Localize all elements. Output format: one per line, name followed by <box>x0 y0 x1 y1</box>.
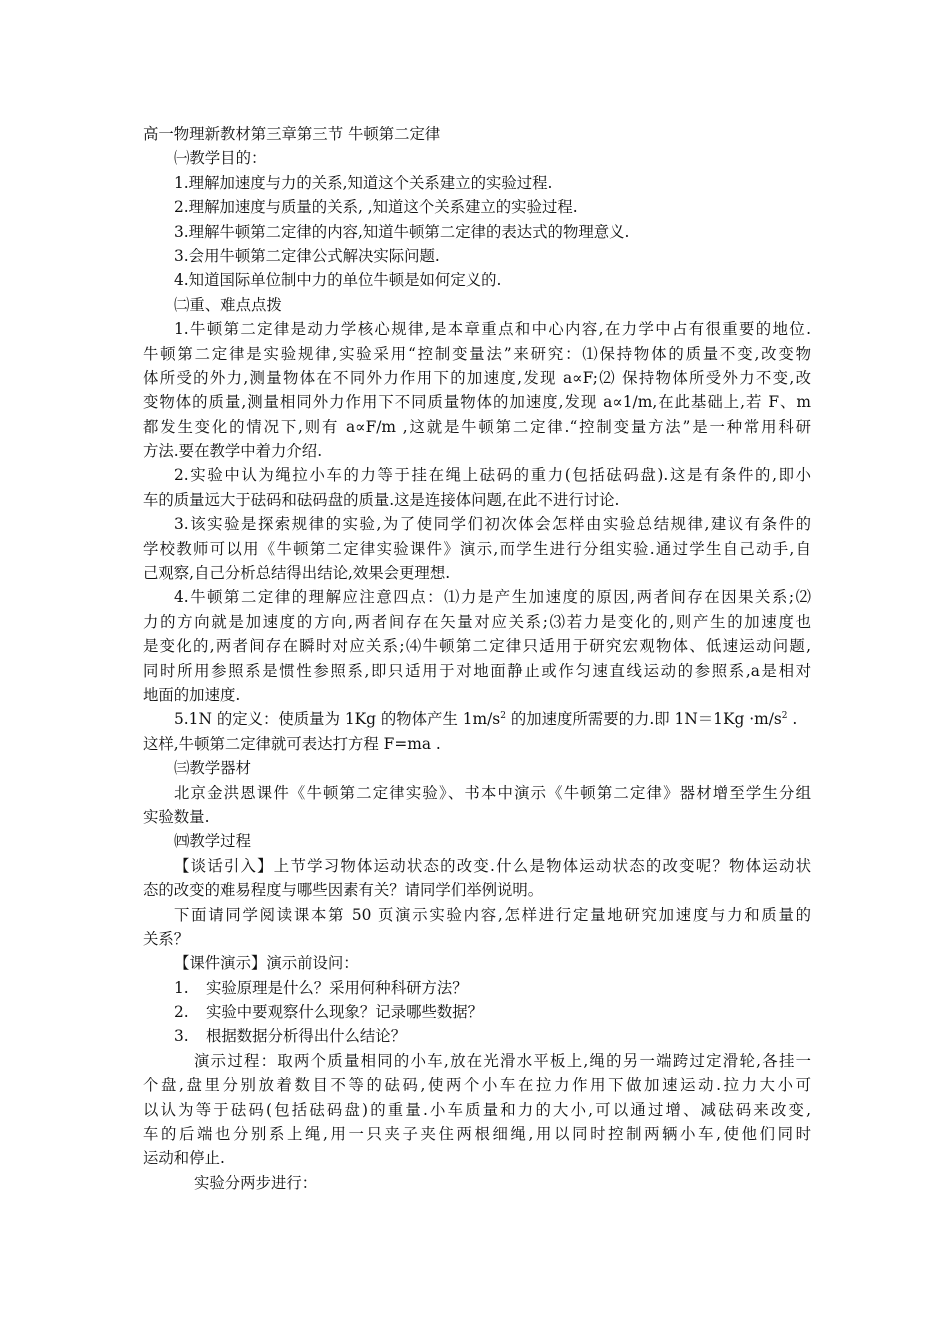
document-page <box>143 122 811 1195</box>
question-text: 根据数据分析得出什么结论？ <box>206 1027 407 1046</box>
paragraph-reading <box>143 903 811 952</box>
text-run: 5.1N 的定义：使质量为 1Kg 的物体产生 1m/s <box>174 710 501 729</box>
paragraph-intro <box>143 854 811 903</box>
question-item <box>143 976 811 1000</box>
question-text: 实验中要观察什么现象？记录哪些数据？ <box>206 1003 484 1022</box>
question-text: 实验原理是什么？采用何种科研方法？ <box>206 978 468 997</box>
paragraph-line: 运动和停止. <box>143 1149 225 1168</box>
objective-item: 3.会用牛顿第二定律公式解决实际问题. <box>174 246 440 265</box>
question-number: 3. <box>174 1027 189 1046</box>
paragraph-line: 2.实验中认为绳拉小车的力等于挂在绳上砝码的重力(包括砝码盘).这是有条件的,即小 <box>174 466 811 485</box>
paragraph-line: 【谈话引入】上节学习物体运动状态的改变.什么是物体运动状态的改变呢？物体运动状 <box>174 856 811 875</box>
section-heading-equipment: ㈢教学器材 <box>174 759 251 778</box>
paragraph-line: 变物体的质量,测量相同外力作用下不同质量物体的加速度,发现 a∝1/m,在此基础上,若 F、m <box>143 393 811 412</box>
paragraph-line: 这样,牛顿第二定律就可表达打方程 F=ma . <box>143 734 441 753</box>
superscript: 2 <box>500 711 506 722</box>
paragraph-line: 实验分两步进行： <box>194 1173 318 1192</box>
superscript: 2 <box>781 711 788 722</box>
paragraph-keypoint-2 <box>143 463 811 512</box>
paragraph-line <box>143 707 811 731</box>
paragraph-keypoint-1 <box>143 317 811 463</box>
paragraph-line: 牛顿第二定律是实验规律,实验采用“控制变量法”来研究：⑴保持物体的质量不变,改变物 <box>143 344 811 363</box>
paragraph-line: 体所受的外力,测量物体在不同外力作用下的加速度,发现 a∝F;⑵ 保持物体所受外力不变,改 <box>143 368 811 387</box>
paragraph-line: 4.牛顿第二定律的理解应注意四点：⑴力是产生加速度的原因,两者间存在因果关系;⑵ <box>174 588 811 607</box>
paragraph-line: 个盘,盘里分别放着数目不等的砝码,使两个小车在拉力作用下做加速运动.拉力大小可 <box>143 1076 811 1095</box>
document-title: 高一物理新教材第三章第三节 牛顿第二定律 <box>143 125 441 143</box>
objective-item: 4.知道国际单位制中力的单位牛顿是如何定义的. <box>174 271 502 290</box>
paragraph-line: 以认为等于砝码(包括砝码盘)的重量.小车质量和力的大小,可以通过增、减砝码来改变, <box>143 1100 811 1119</box>
question-number: 2. <box>174 1003 189 1022</box>
section-heading-objectives: ㈠教学目的： <box>174 149 267 168</box>
paragraph-line: 力的方向就是加速度的方向,两者间存在矢量对应关系;⑶若力是变化的,则产生的加速度也 <box>143 612 811 631</box>
objective-item: 1.理解加速度与力的关系,知道这个关系建立的实验过程. <box>174 173 553 192</box>
question-item <box>143 1024 811 1048</box>
paragraph-line: 态的改变的难易程度与哪些因素有关？请同学们举例说明。 <box>143 881 544 900</box>
paragraph-line: 车的质量远大于砝码和砝码盘的质量.这是连接体问题,在此不进行讨论. <box>143 490 620 509</box>
paragraph-line: 实验数量. <box>143 807 210 826</box>
section-heading-process: ㈣教学过程 <box>174 832 251 851</box>
paragraph-line: 1.牛顿第二定律是动力学核心规律,是本章重点和中心内容,在力学中占有很重要的地位. <box>174 320 811 339</box>
paragraph-line: 是变化的,两者间存在瞬时对应关系;⑷牛顿第二定律只适用于研究宏观物体、低速运动问题, <box>143 637 811 656</box>
paragraph-line: 方法.要在教学中着力介绍. <box>143 442 323 461</box>
paragraph-line: 己观察,自己分析总结得出结论,效果会更理想. <box>143 564 451 583</box>
paragraph-keypoint-5 <box>143 707 811 756</box>
paragraph-line: 地面的加速度. <box>143 685 241 704</box>
paragraph-demo-process <box>143 1049 811 1171</box>
objective-item: 3.理解牛顿第二定律的内容,知道牛顿第二定律的表达式的物理意义. <box>174 222 630 241</box>
paragraph-keypoint-3 <box>143 512 811 585</box>
paragraph-line: 北京金洪恩课件《牛顿第二定律实验》、书本中演示《牛顿第二定律》器材增至学生分组 <box>174 783 811 802</box>
demo-heading: 【课件演示】演示前设问： <box>174 954 359 973</box>
paragraph-line: 学校教师可以用《牛顿第二定律实验课件》演示,而学生进行分组实验.通过学生自己动手,自 <box>143 539 811 558</box>
paragraph-line: 都发生变化的情况下,则有 a∝F/m ,这就是牛顿第二定律.“控制变量方法”是一种常用科研 <box>143 417 811 436</box>
paragraph-line: 下面请同学阅读课本第 50 页演示实验内容,怎样进行定量地研究加速度与力和质量的 <box>174 905 811 924</box>
text-run: 的加速度所需要的力.即 1N＝1Kg ·m/s <box>505 710 782 729</box>
question-number: 1. <box>174 978 189 997</box>
paragraph-keypoint-4 <box>143 585 811 707</box>
objective-item: 2.理解加速度与质量的关系, ,知道这个关系建立的实验过程. <box>174 198 578 217</box>
paragraph-line: 同时所用参照系是惯性参照系,即只适用于对地面静止或作匀速直线运动的参照系,a是相对 <box>143 661 811 680</box>
question-item <box>143 1000 811 1024</box>
paragraph-line: 车的后端也分别系上绳,用一只夹子夹住两根细绳,用以同时控制两辆小车,使他们同时 <box>143 1125 811 1144</box>
paragraph-line: 演示过程：取两个质量相同的小车,放在光滑水平板上,绳的另一端跨过定滑轮,各挂一 <box>194 1051 811 1070</box>
paragraph-line: 3.该实验是探索规律的实验,为了使同学们初次体会怎样由实验总结规律,建议有条件的 <box>174 515 811 534</box>
paragraph-line: 关系？ <box>143 929 190 948</box>
section-heading-keypoints: ㈡重、难点点拨 <box>174 295 282 314</box>
text-run: . <box>787 710 798 729</box>
